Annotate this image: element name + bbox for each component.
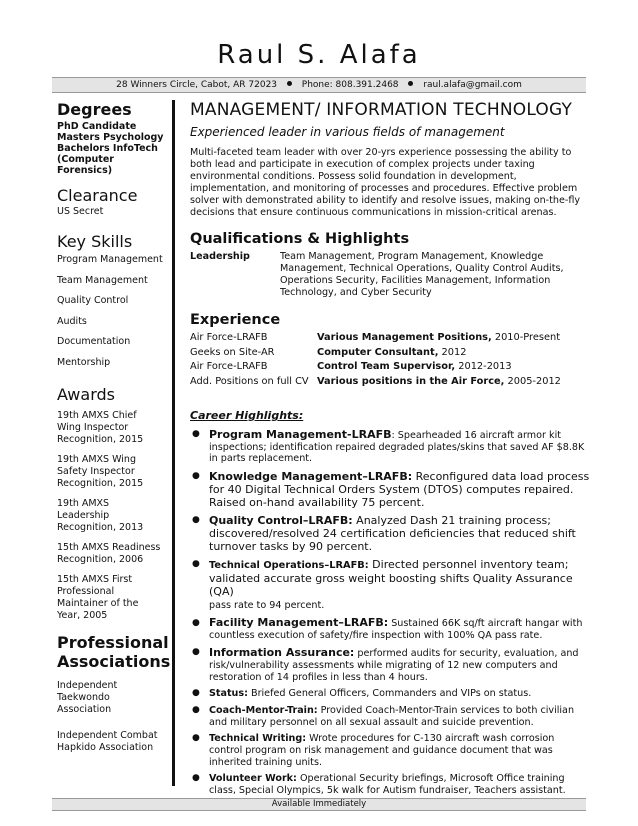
associations-heading: Professional [57, 632, 169, 652]
column-divider [172, 100, 175, 786]
highlight-text: Briefed General Officers, Commanders and VIPs on status. [247, 688, 532, 700]
highlight-text: inspections; identification repaired degraded plates/skins that saved AF $8.8K [209, 441, 585, 453]
skill-item: Audits [57, 315, 87, 327]
experience-org: Add. Positions on full CV [190, 375, 309, 387]
experience-org: Air Force-LRAFB [190, 361, 268, 372]
experience-row [190, 346, 590, 361]
highlight-item [190, 705, 590, 728]
bullet-dot-icon: ● [192, 704, 200, 715]
contact-email: raul.alafa@gmail.com [423, 80, 522, 90]
award-line: Year, 2005 [57, 609, 108, 621]
association-line: Hapkido Association [57, 741, 154, 753]
experience-row [190, 360, 590, 375]
highlight-text: Raised on-hand availability 75 percent. [209, 496, 425, 510]
award-line: Recognition, 2015 [57, 433, 144, 445]
highlight-text: Wrote procedures for C-130 aircraft wash corrosion [306, 733, 555, 745]
skill-item: Mentorship [57, 356, 111, 368]
experience-row [190, 375, 590, 390]
association-line: Independent [57, 679, 118, 691]
highlight-text: for 40 Digital Technical Orders System (DTOS) computes repaired. [209, 483, 574, 497]
association-line: Independent Combat [57, 729, 158, 741]
highlight-title: Information Assurance: [209, 646, 355, 660]
award-line: Safety Inspector [57, 465, 135, 477]
highlight-text: Provided Coach-Mentor-Train services to both civilian [317, 704, 575, 716]
sidebar [57, 100, 169, 754]
award-item [57, 542, 169, 566]
award-line: 19th AMXS Chief [57, 409, 137, 421]
clearance-heading: Clearance [57, 186, 138, 205]
highlight-text: class, Special Olympics, 5k walk for Autism fundraiser, Teachers assistant. [209, 785, 566, 797]
highlight-item [190, 773, 590, 796]
award-line: Maintainer of the [57, 597, 139, 609]
degree-item: Bachelors InfoTech [57, 143, 158, 154]
award-line: 19th AMXS [57, 497, 110, 509]
skill-item: Quality Control [57, 295, 129, 306]
experience-role: Various Management Positions, [317, 332, 492, 343]
award-item [57, 454, 169, 490]
highlight-text: pass rate to 94 percent. [209, 600, 325, 612]
highlight-title: Status: [209, 688, 248, 700]
degrees-heading: Degrees [57, 100, 132, 119]
highlight-text: in parts replacement. [209, 453, 313, 465]
bullet-dot-icon: ● [192, 647, 200, 658]
highlight-item [190, 514, 590, 553]
highlight-item [190, 733, 590, 768]
bullet-dot-icon: ● [192, 618, 200, 629]
highlight-item [190, 470, 590, 509]
bullet-dot-icon: ● [192, 559, 200, 570]
award-line: 19th AMXS Wing [57, 453, 136, 465]
highlight-text: inherited training units. [209, 756, 322, 768]
career-highlights-heading: Career Highlights: [190, 409, 304, 422]
highlight-title: Coach-Mentor-Train: [209, 704, 318, 716]
main-subtitle: Experienced leader in various fields of management [190, 125, 505, 139]
contact-bar [52, 77, 586, 93]
experience-dates: 2012 [438, 346, 467, 358]
qualification-label: Leadership [190, 251, 250, 262]
summary [190, 147, 590, 219]
experience-org: Air Force-LRAFB [190, 332, 268, 343]
summary-line: implementation, and monitoring of processes and procedures. Effective problem [190, 183, 578, 194]
highlight-title: Volunteer Work: [209, 773, 297, 785]
award-line: 15th AMXS First [57, 573, 133, 585]
experience-list [190, 331, 590, 389]
highlight-text: Operational Security briefings, Microsoft Office training [296, 773, 565, 785]
experience-role: Computer Consultant, [317, 346, 439, 358]
experience-role: Various positions in the Air Force, [317, 375, 505, 387]
bullet-dot-icon: ● [192, 515, 200, 526]
contact-phone: Phone: 808.391.2468 [301, 80, 399, 90]
bullet-dot-icon: ● [192, 733, 200, 744]
award-line: 15th AMXS Readiness [57, 541, 161, 553]
highlight-item [190, 617, 590, 642]
skill-item: Program Management [57, 254, 163, 265]
bullet-dot-icon: ● [192, 773, 200, 784]
highlight-title: Program Management-LRAFB [209, 428, 392, 441]
bullet-dot-icon: ● [192, 429, 200, 439]
highlight-text: restoration of 14 profiles in less than 4 hours. [209, 671, 428, 683]
highlight-title: Knowledge Management–LRAFB: [209, 470, 413, 484]
highlight-item [190, 558, 590, 612]
degree-item: PhD Candidate [57, 121, 137, 132]
degree-item: Masters Psychology [57, 132, 164, 143]
main-title: MANAGEMENT/ INFORMATION TECHNOLOGY [190, 100, 573, 120]
highlight-title: Facility Management–LRAFB: [209, 616, 389, 630]
skill-item: Team Management [57, 274, 148, 286]
experience-dates: 2005-2012 [504, 375, 561, 387]
skills-heading: Key Skills [57, 232, 133, 251]
bullet-dot-icon [287, 81, 292, 86]
highlight-text: control program on risk management and guidance document that was [209, 745, 553, 757]
highlight-text: : Spearheaded 16 aircraft armor kit [391, 430, 561, 441]
award-line: Recognition, 2015 [57, 477, 144, 489]
summary-line: solver with demonstrated ability to identify and resolve issues, making on-the-fly [190, 195, 581, 206]
experience-row [190, 331, 590, 346]
summary-line: decisions that ensure continuous communications in mission-critical arenas. [190, 207, 557, 218]
qualifications-heading: Qualifications & Highlights [190, 231, 410, 247]
highlight-item [190, 688, 590, 700]
awards-heading: Awards [57, 384, 115, 404]
highlight-text: risk/vulnerability assessments while migrating of 12 new computers and [209, 659, 558, 671]
qualification-line: Operations Security, Facilities Management, Information [280, 275, 551, 286]
qualification-line: Management, Technical Operations, Quality Control Audits, [280, 263, 564, 274]
award-line: Recognition, 2013 [57, 521, 144, 533]
highlights-list [190, 429, 590, 797]
highlight-text: Sustained 66K sq/ft aircraft hangar with [388, 618, 583, 630]
association-item [57, 730, 169, 754]
degree-item: Forensics) [57, 165, 113, 176]
award-line: Leadership [57, 509, 110, 521]
experience-role: Control Team Supervisor, [317, 361, 456, 372]
experience-heading: Experience [190, 312, 281, 328]
highlight-title: Technical Operations–LRAFB: [209, 560, 369, 572]
award-item [57, 498, 169, 534]
footer-availability: Available Immediately [52, 798, 586, 811]
resume-name: Raul S. Alafa [217, 40, 421, 70]
award-item [57, 410, 169, 446]
qualification-text [280, 251, 590, 299]
qualification-row [190, 251, 590, 299]
degree-item: (Computer [57, 154, 114, 165]
bullet-dot-icon [408, 81, 413, 86]
summary-line: both lead and participate in execution of complex projects under taxing [190, 159, 535, 170]
highlight-text: discovered/resolved 24 certification deficiencies that reduced shift [209, 527, 576, 541]
qualification-line: Team Management, Program Management, Knowledge [280, 251, 544, 262]
main-content [190, 100, 590, 797]
highlight-text: turnover tasks by 90 percent. [209, 540, 373, 554]
award-line: Professional [57, 585, 115, 597]
experience-dates: 2012-2013 [455, 361, 512, 372]
association-line: Association [57, 703, 112, 715]
bullet-dot-icon: ● [192, 688, 200, 699]
highlight-item [190, 647, 590, 683]
highlight-text: Directed personnel inventory team; [368, 558, 569, 572]
summary-line: environmental conditions. Possess solid foundation in development, [190, 171, 517, 182]
highlight-title: Technical Writing: [209, 733, 307, 745]
summary-line: Multi-faceted team leader with over 20-yrs experience possessing the ability to [190, 147, 572, 158]
associations-heading: Associations [57, 651, 171, 671]
highlight-text: Reconfigured data load process [412, 470, 590, 484]
award-item [57, 574, 169, 622]
association-item [57, 680, 169, 716]
award-line: Recognition, 2006 [57, 553, 144, 565]
qualification-line: Technology, and Cyber Security [280, 287, 432, 298]
award-line: Wing Inspector [57, 421, 129, 433]
highlight-text: Analyzed Dash 21 training process; [352, 514, 551, 528]
experience-org: Geeks on Site-AR [190, 346, 275, 358]
contact-address: 28 Winners Circle, Cabot, AR 72023 [116, 80, 278, 90]
highlight-text: and military personnel on all sexual assault and suicide prevention. [209, 716, 534, 728]
highlight-text: validated accurate gross weight boosting shifts Quality Assurance (QA) [209, 572, 573, 599]
highlight-title: Quality Control–LRAFB: [209, 514, 353, 528]
skill-item: Documentation [57, 336, 131, 347]
bullet-dot-icon: ● [192, 471, 200, 482]
highlight-text: performed audits for security, evaluation, and [354, 648, 579, 660]
highlight-text: countless execution of safety/fire inspection with 100% QA pass rate. [209, 630, 543, 642]
clearance-value: US Secret [57, 206, 104, 217]
highlight-item [190, 429, 590, 465]
association-line: Taekwondo [57, 691, 110, 703]
experience-dates: 2010-Present [491, 332, 561, 343]
